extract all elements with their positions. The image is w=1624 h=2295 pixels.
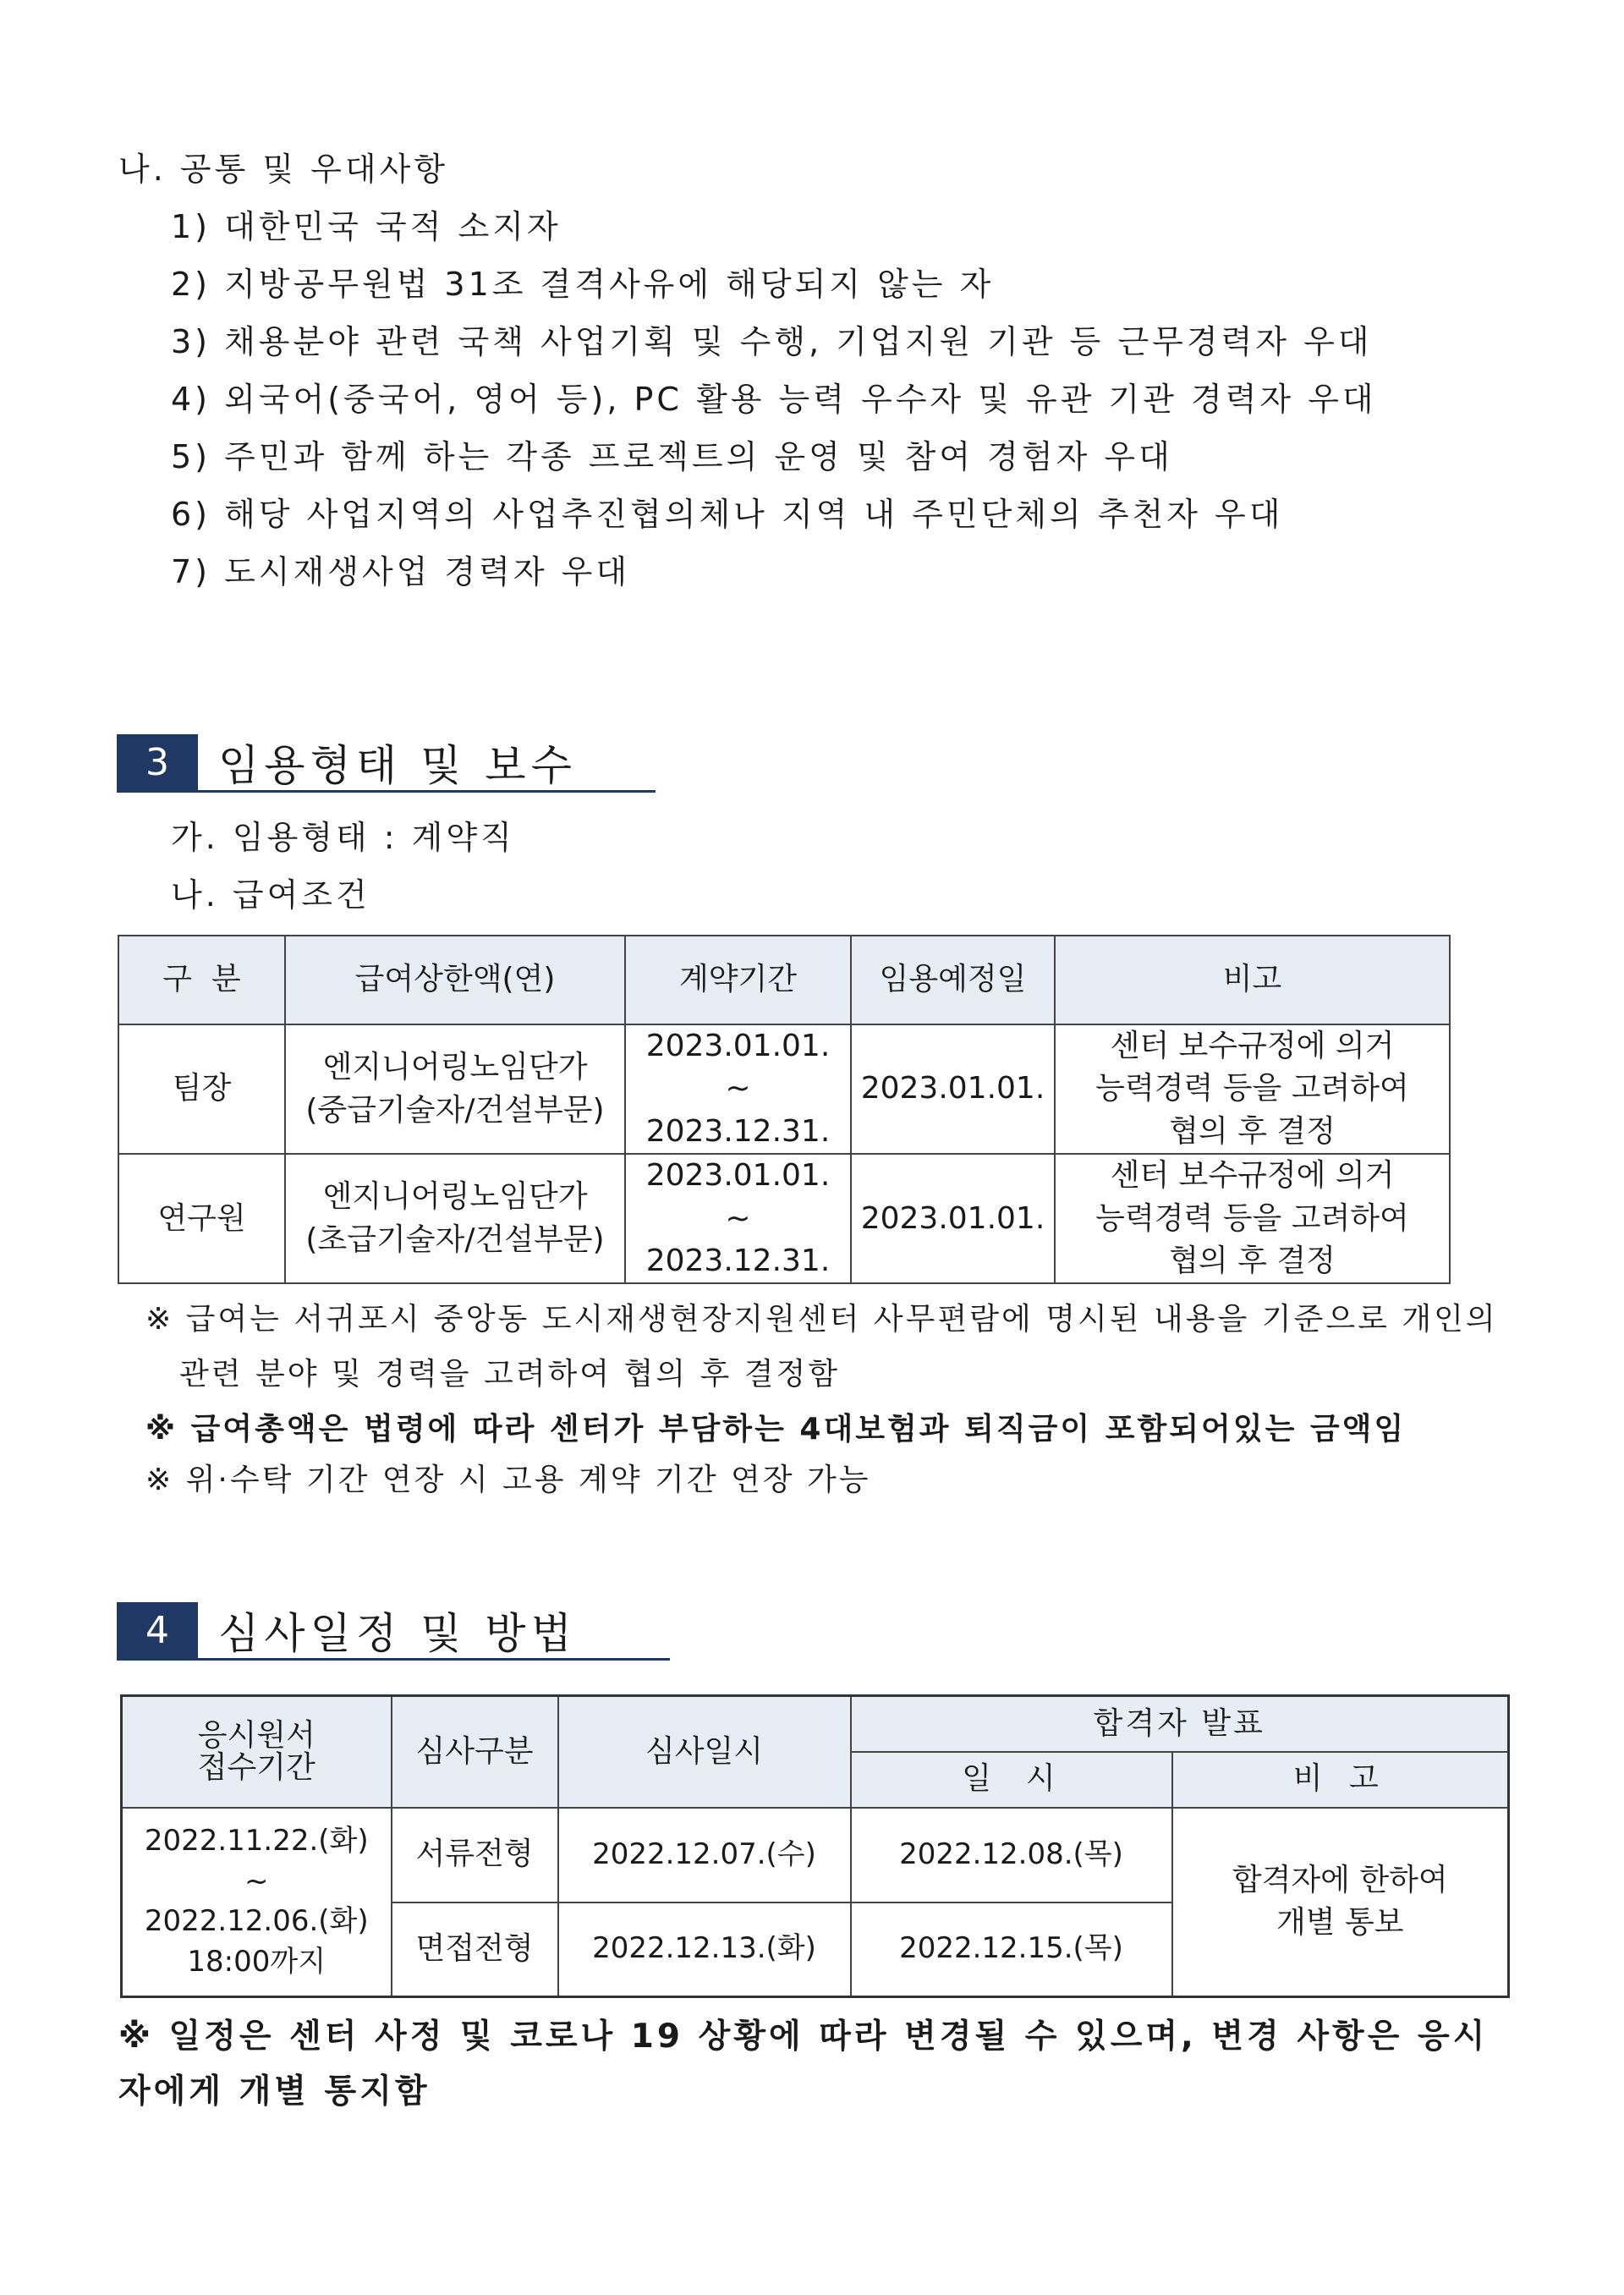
schedule-type: 서류전형	[392, 1808, 558, 1902]
schedule-type: 면접전형	[392, 1902, 558, 1997]
pay-period	[625, 1024, 851, 1154]
schedule-col-type: 심사구분	[392, 1696, 558, 1808]
schedule-announce-note-line-2: 개별 통보	[1276, 1905, 1404, 1941]
pay-salary	[285, 1154, 625, 1283]
pay-col-division: 구 분	[118, 936, 285, 1024]
pay-note-line-1: 센터 보수규정에 의거	[1110, 1029, 1395, 1063]
pay-note	[1055, 1024, 1450, 1154]
pay-period-sep: ~	[725, 1071, 751, 1106]
pay-period-end: 2023.12.31.	[645, 1243, 831, 1278]
pay-table	[118, 935, 1451, 1284]
pay-note-line-3: 협의 후 결정	[1169, 1113, 1336, 1149]
pay-period-sep: ~	[725, 1200, 751, 1236]
section-3-title: 임용형태 및 보수	[218, 741, 577, 790]
schedule-date: 2022.12.13.(화)	[558, 1902, 851, 1997]
pay-salary	[285, 1024, 625, 1154]
section-4-header	[117, 1602, 670, 1661]
pay-note-1b: 관련 분야 및 경력을 고려하여 협의 후 결정함	[179, 1357, 841, 1392]
common-item-6: 6) 해당 사업지역의 사업추진협의체나 지역 내 주민단체의 추천자 우대	[171, 496, 1284, 533]
pay-salary-line-1: 엔지니어링노임단가	[322, 1050, 588, 1085]
pay-col-period: 계약기간	[625, 936, 851, 1024]
schedule-notice-line-1: ※ 일정은 센터 사정 및 코로나 19 상황에 따라 변경될 수 있으며, 변경 사항은 응시	[118, 2018, 1489, 2056]
schedule-date: 2022.12.07.(수)	[558, 1808, 851, 1902]
employment-type: 가. 임용형태 : 계약직	[171, 819, 515, 856]
schedule-col-date: 심사일시	[558, 1696, 851, 1808]
common-item-7: 7) 도시재생사업 경력자 우대	[171, 553, 631, 590]
schedule-apply-time: 18:00까지	[187, 1944, 326, 1979]
common-item-5: 5) 주민과 함께 하는 각종 프로젝트의 운영 및 참여 경험자 우대	[171, 438, 1173, 475]
schedule-announce-date: 2022.12.08.(목)	[851, 1808, 1172, 1902]
pay-start-date: 2023.01.01.	[851, 1024, 1055, 1154]
pay-col-start-date: 임용예정일	[851, 936, 1055, 1024]
schedule-table	[120, 1694, 1510, 1998]
pay-note-line-2: 능력경력 등을 고려하여	[1095, 1200, 1409, 1236]
pay-row-team-leader	[118, 1024, 1450, 1154]
section-4-number: 4	[117, 1602, 198, 1658]
pay-note-line-1: 센터 보수규정에 의거	[1110, 1158, 1395, 1194]
pay-division: 연구원	[118, 1154, 285, 1283]
section-3-header	[117, 734, 656, 793]
pay-col-note: 비고	[1055, 936, 1450, 1024]
pay-note-line-3: 협의 후 결정	[1169, 1243, 1336, 1278]
schedule-col-apply-line-2: 접수기간	[197, 1749, 315, 1785]
pay-note-line-2: 능력경력 등을 고려하여	[1095, 1071, 1409, 1106]
schedule-col-announce-date: 일 시	[851, 1752, 1172, 1808]
schedule-announce-note-line-1: 합격자에 한하여	[1232, 1862, 1448, 1897]
schedule-apply-end: 2022.12.06.(화)	[144, 1904, 369, 1939]
schedule-announce-date: 2022.12.15.(목)	[851, 1902, 1172, 1997]
pay-start-date: 2023.01.01.	[851, 1154, 1055, 1283]
section-4-title: 심사일정 및 방법	[218, 1609, 577, 1658]
common-item-4: 4) 외국어(중국어, 영어 등), PC 활용 능력 우수자 및 유관 기관 경력자 우대	[171, 381, 1377, 418]
schedule-row-documents	[122, 1808, 1509, 1902]
pay-salary-line-2: (중급기술자/건설부문)	[305, 1092, 605, 1128]
pay-period-start: 2023.01.01.	[645, 1158, 831, 1194]
pay-row-researcher	[118, 1154, 1450, 1283]
common-item-2: 2) 지방공무원법 31조 결격사유에 해당되지 않는 자	[171, 266, 995, 303]
common-item-3: 3) 채용분야 관련 국책 사업기획 및 수행, 기업지원 기관 등 근무경력자 우대	[171, 323, 1373, 360]
pay-salary-line-1: 엔지니어링노임단가	[322, 1179, 588, 1215]
schedule-apply-start: 2022.11.22.(화)	[144, 1824, 369, 1859]
section-3-number: 3	[117, 734, 198, 790]
schedule-col-apply	[122, 1696, 392, 1808]
pay-note	[1055, 1154, 1450, 1283]
pay-note-1a: ※ 급여는 서귀포시 중앙동 도시재생현장지원센터 사무편람에 명시된 내용을 기준으로 개인의	[145, 1302, 1498, 1337]
schedule-col-announce: 합격자 발표	[851, 1696, 1509, 1752]
schedule-apply-period	[122, 1808, 392, 1997]
pay-col-salary: 급여상한액(연)	[285, 936, 625, 1024]
schedule-col-announce-note: 비 고	[1172, 1752, 1509, 1808]
pay-heading: 나. 급여조건	[171, 876, 370, 914]
common-heading: 나. 공통 및 우대사항	[118, 151, 448, 188]
pay-division: 팀장	[118, 1024, 285, 1154]
schedule-notice-line-2: 자에게 개별 통지함	[118, 2073, 431, 2111]
schedule-header-row-1	[122, 1696, 1509, 1752]
pay-period	[625, 1154, 851, 1283]
schedule-col-apply-line-1: 응시원서	[197, 1717, 315, 1753]
pay-salary-line-2: (초급기술자/건설부문)	[305, 1222, 605, 1257]
pay-period-end: 2023.12.31.	[645, 1113, 831, 1149]
pay-table-header-row	[118, 936, 1450, 1024]
pay-period-start: 2023.01.01.	[645, 1029, 831, 1063]
pay-note-2: ※ 급여총액은 법령에 따라 센터가 부담하는 4대보험과 퇴직금이 포함되어있는 금액임	[145, 1412, 1407, 1447]
pay-note-3: ※ 위·수탁 기간 연장 시 고용 계약 기간 연장 가능	[145, 1463, 871, 1497]
schedule-apply-sep: ~	[244, 1864, 269, 1898]
schedule-announce-note	[1172, 1808, 1509, 1997]
common-item-1: 1) 대한민국 국적 소지자	[171, 208, 562, 245]
